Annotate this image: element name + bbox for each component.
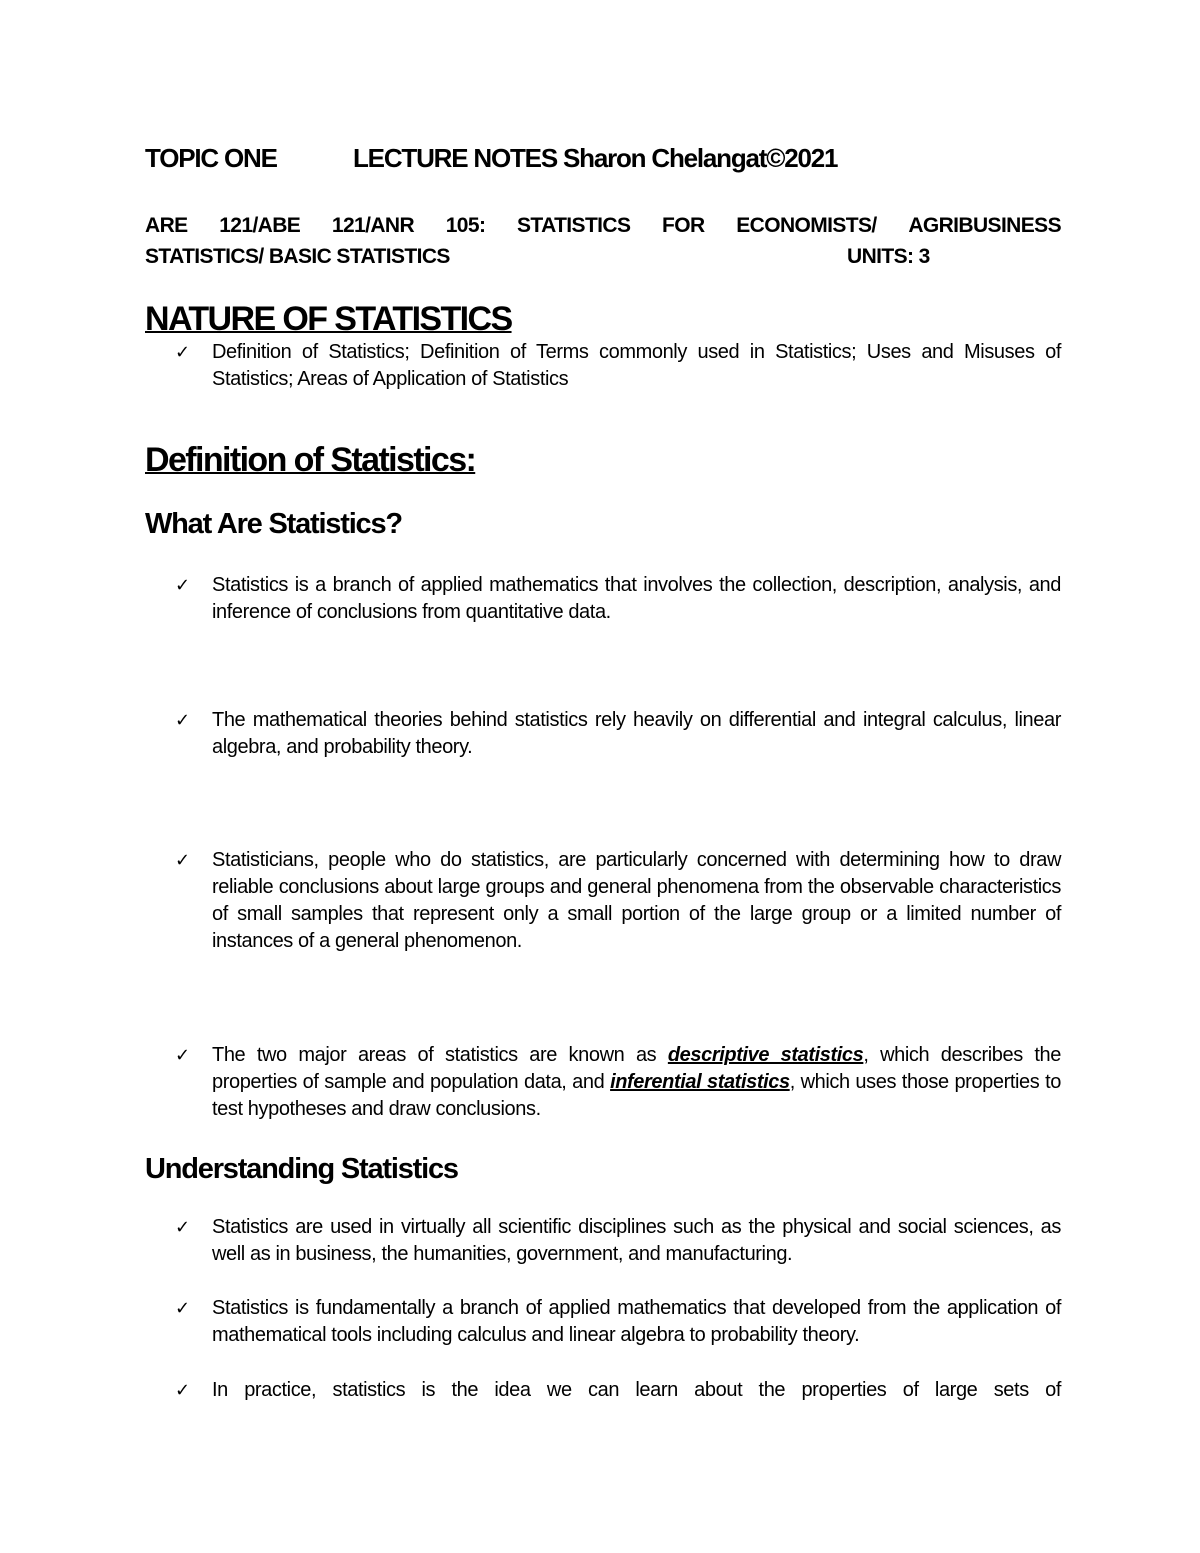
topic-label: TOPIC ONE	[145, 143, 277, 173]
check-icon: ✓	[175, 575, 191, 596]
descriptive-statistics-term: descriptive statistics	[667, 1044, 864, 1066]
definition-bullet	[175, 847, 1061, 955]
course-units: UNITS: 3	[847, 245, 930, 268]
course-title-line-2	[145, 241, 1061, 272]
understanding-bullet-text: Statistics are used in virtually all scientific disciplines such as the physical and social sciences, as well as in business, the humanities, government, and manufacturing.	[212, 1216, 1061, 1265]
course-word: 121/ABE	[219, 214, 301, 237]
bullet-text-segment: , which uses those properties to test hypotheses and draw conclusions.	[212, 1071, 1061, 1120]
definition-bullet	[175, 1042, 1061, 1123]
check-icon: ✓	[175, 710, 191, 731]
nature-heading: NATURE OF STATISTICS	[145, 300, 512, 338]
check-icon: ✓	[175, 1298, 191, 1319]
course-word: STATISTICS	[517, 214, 631, 237]
understanding-bullet	[175, 1377, 1061, 1404]
understanding-bullet-text: Statistics is fundamentally a branch of applied mathematics that developed from the application of mathematical tools including calculus and linear algebra to probability theory.	[212, 1297, 1061, 1346]
check-icon: ✓	[175, 342, 191, 363]
definition-bullet-text: Statisticians, people who do statistics, are particularly concerned with determining how to draw reliable conclusions about large groups and general phenomena from the observable characteristics of small samples that represent only a small portion of the large group or a limited number of instances of a general phenomenon.	[212, 849, 1061, 952]
definition-bullet-text: Statistics is a branch of applied mathematics that involves the collection, description, analysis, and inference of conclusions from quantitative data.	[212, 574, 1061, 623]
definition-bullet	[175, 707, 1061, 761]
course-word: 105:	[445, 214, 486, 237]
definition-bullet	[175, 572, 1061, 626]
what-are-statistics-heading: What Are Statistics?	[145, 508, 402, 540]
definition-bullet-text: The mathematical theories behind statistics rely heavily on differential and integral calculus, linear algebra, and probability theory.	[212, 709, 1061, 758]
course-title	[145, 210, 1061, 272]
check-icon: ✓	[175, 1380, 191, 1401]
nature-bullet-text: Definition of Statistics; Definition of Terms commonly used in Statistics; Uses and Misuses of Statistics; Areas of Application of Statistics	[212, 341, 1061, 390]
check-icon: ✓	[175, 1217, 191, 1238]
course-word: ECONOMISTS/	[736, 214, 877, 237]
course-word: ARE	[145, 214, 188, 237]
inferential-statistics-term: inferential statistics	[610, 1071, 790, 1093]
understanding-bullet-text: In practice, statistics is the idea we can learn about the properties of large sets of	[212, 1379, 1061, 1401]
bullet-text-segment: The two major areas of statistics are known as	[212, 1044, 668, 1066]
definition-heading: Definition of Statistics:	[145, 441, 476, 479]
course-title-continuation: STATISTICS/ BASIC STATISTICS	[145, 245, 450, 268]
understanding-bullet	[175, 1214, 1061, 1268]
understanding-bullet	[175, 1295, 1061, 1349]
course-word: 121/ANR	[331, 214, 415, 237]
check-icon: ✓	[175, 850, 191, 871]
course-title-line-1	[145, 210, 1061, 241]
definition-bullet-text	[212, 1042, 1061, 1123]
course-word: AGRIBUSINESS	[908, 214, 1061, 237]
bullet-text-segment: , which describes the properties of sample and population data, and	[212, 1044, 1061, 1093]
understanding-statistics-heading: Understanding Statistics	[145, 1153, 458, 1185]
course-word: FOR	[662, 214, 705, 237]
nature-bullet	[175, 339, 1061, 393]
document-header	[145, 143, 838, 174]
check-icon: ✓	[175, 1045, 191, 1066]
lecture-notes-label: LECTURE NOTES Sharon Chelangat©2021	[353, 143, 838, 173]
